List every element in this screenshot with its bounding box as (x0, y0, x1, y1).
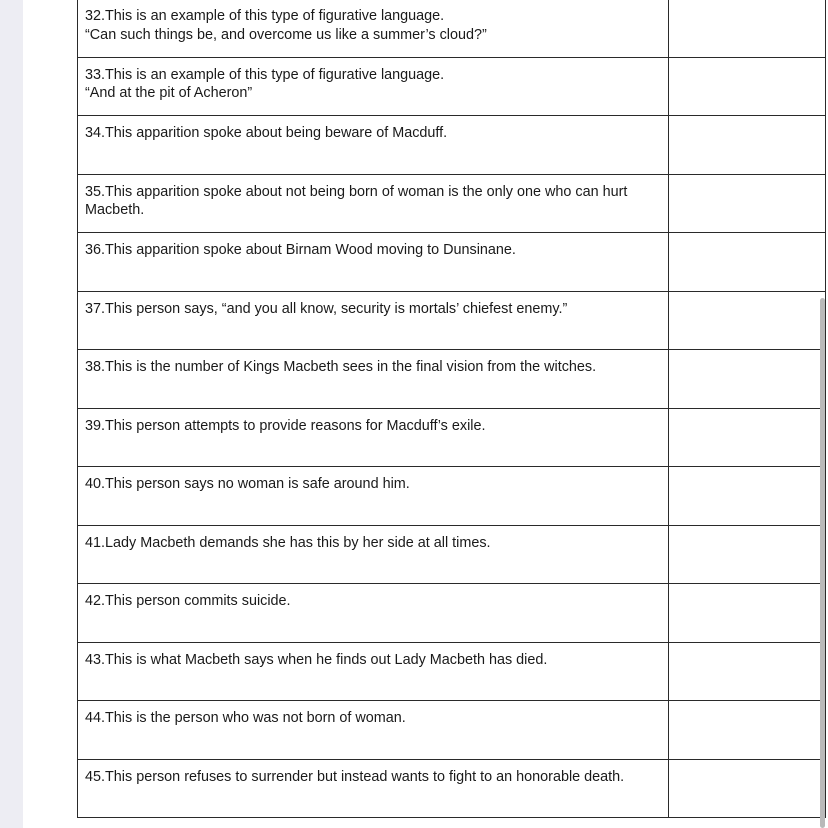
question-line: 45.This person refuses to surrender but instead wants to fight to an honorable death. (85, 768, 625, 785)
answer-cell[interactable] (669, 0, 826, 57)
viewer-margin (0, 0, 23, 828)
table-row (78, 116, 826, 175)
question-cell (78, 57, 669, 116)
answer-cell[interactable] (669, 174, 826, 233)
table-row (78, 233, 826, 292)
answer-cell[interactable] (669, 57, 826, 116)
answer-cell[interactable] (669, 701, 826, 760)
table-row (78, 642, 826, 701)
question-cell (78, 525, 669, 584)
question-cell (78, 642, 669, 701)
answer-cell[interactable] (669, 584, 826, 643)
table-row (78, 408, 826, 467)
question-table (77, 0, 826, 818)
question-line: 40.This person says no woman is safe around him. (85, 476, 410, 492)
question-cell (78, 759, 669, 818)
answer-cell[interactable] (669, 467, 826, 526)
question-line: “And at the pit of Acheron” (85, 85, 253, 101)
question-cell (78, 116, 669, 175)
table-row (78, 467, 826, 526)
question-cell (78, 701, 669, 760)
table-row (78, 584, 826, 643)
question-line: 35.This apparition spoke about not being born of woman is the only one who can hurt (85, 183, 628, 200)
question-cell (78, 291, 669, 350)
question-line: 42.This person commits suicide. (85, 593, 291, 609)
question-cell (78, 233, 669, 292)
question-line: “Can such things be, and overcome us like a summer’s cloud?” (85, 26, 487, 43)
table-row (78, 0, 826, 57)
question-line: Macbeth. (85, 202, 145, 218)
table-row (78, 174, 826, 233)
question-line: 39.This person attempts to provide reasons for Macduff’s exile. (85, 417, 486, 434)
answer-cell[interactable] (669, 408, 826, 467)
question-cell (78, 350, 669, 409)
question-cell (78, 467, 669, 526)
table-row (78, 759, 826, 818)
table-row (78, 525, 826, 584)
question-cell (78, 584, 669, 643)
question-cell (78, 408, 669, 467)
answer-cell[interactable] (669, 233, 826, 292)
question-line: 32.This is an example of this type of figurative language. (85, 8, 445, 24)
question-line: 36.This apparition spoke about Birnam Wood moving to Dunsinane. (85, 242, 516, 258)
question-line: 43.This is what Macbeth says when he finds out Lady Macbeth has died. (85, 651, 548, 668)
answer-cell[interactable] (669, 116, 826, 175)
question-line: 37.This person says, “and you all know, security is mortals’ chiefest enemy.” (85, 300, 568, 317)
answer-cell[interactable] (669, 642, 826, 701)
question-line: 44.This is the person who was not born of woman. (85, 710, 406, 726)
answer-cell[interactable] (669, 291, 826, 350)
vertical-scrollbar[interactable] (820, 298, 825, 828)
table-row (78, 291, 826, 350)
question-cell (78, 0, 669, 57)
question-line: 38.This is the number of Kings Macbeth sees in the final vision from the witches. (85, 359, 597, 375)
answer-cell[interactable] (669, 525, 826, 584)
question-line: 41.Lady Macbeth demands she has this by her side at all times. (85, 534, 491, 551)
question-line: 34.This apparition spoke about being beware of Macduff. (85, 125, 448, 141)
question-line: 33.This is an example of this type of figurative language. (85, 66, 445, 83)
answer-cell[interactable] (669, 350, 826, 409)
table-row (78, 57, 826, 116)
table-row (78, 350, 826, 409)
question-cell (78, 174, 669, 233)
table-row (78, 701, 826, 760)
answer-cell[interactable] (669, 759, 826, 818)
